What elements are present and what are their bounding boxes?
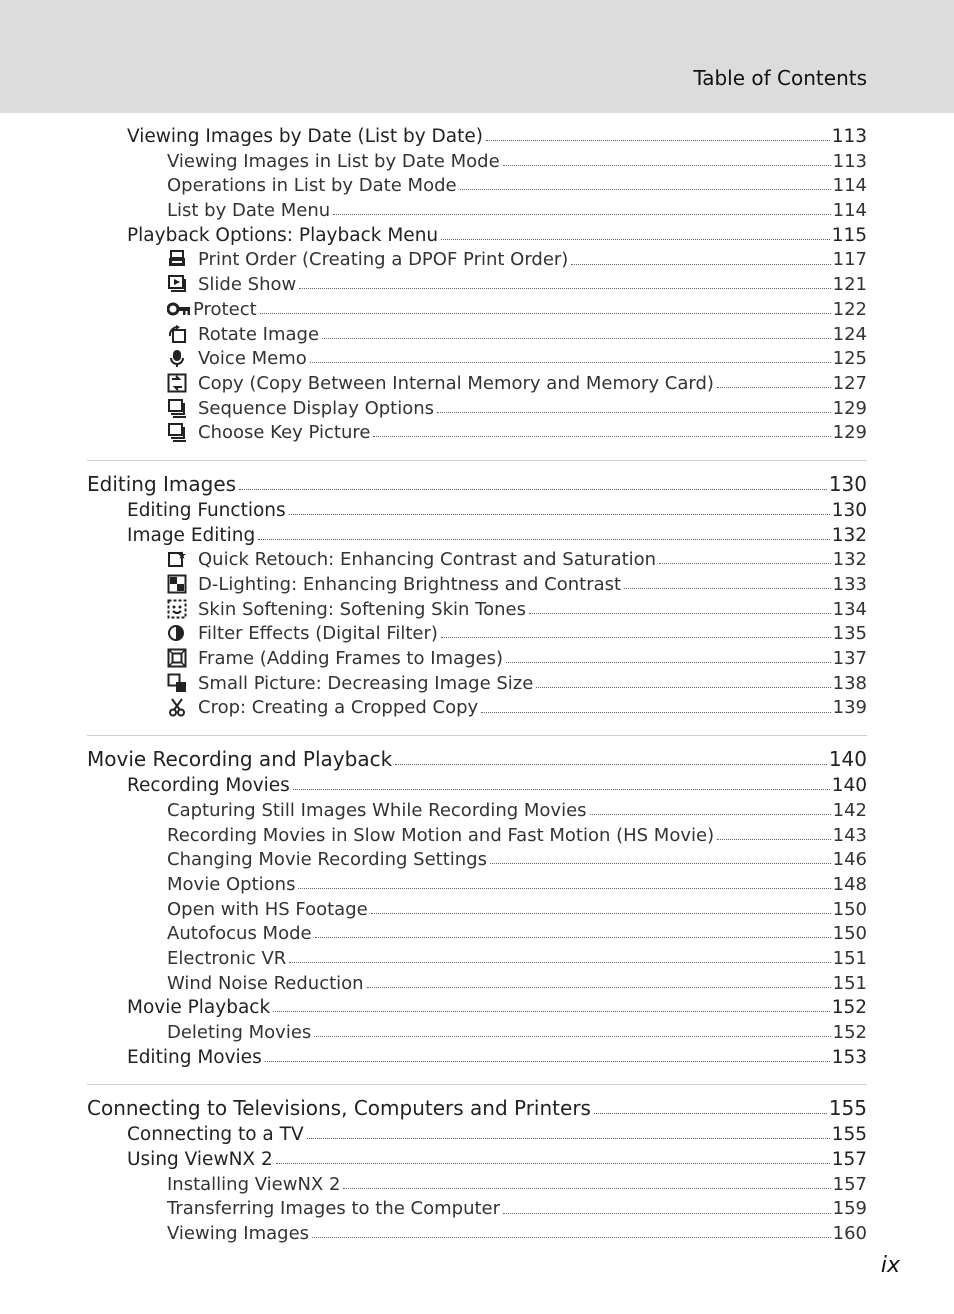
microphone-icon [167, 348, 187, 368]
toc-entry-label: Open with HS Footage [167, 898, 368, 920]
toc-entry-label: Installing ViewNX 2 [167, 1173, 341, 1195]
dot-leader [590, 804, 831, 815]
toc-entry-voice-memo[interactable] [87, 347, 867, 372]
page-header-title: Table of Contents [693, 66, 867, 90]
toc-entry-page: 130 [828, 471, 867, 496]
toc-entry-label: Connecting to Televisions, Computers and Printers [87, 1096, 591, 1121]
dot-leader [395, 753, 827, 765]
toc-entry-page: 152 [832, 1022, 867, 1043]
dot-leader [314, 1026, 830, 1037]
toc-entry-movie-playback[interactable] [87, 996, 867, 1021]
small-picture-icon [167, 673, 187, 693]
toc-entry-page: 152 [831, 997, 867, 1019]
toc-entry-page: 135 [832, 623, 867, 645]
toc-entry-quick-retouch[interactable] [87, 548, 867, 573]
toc-entry-page: 155 [831, 1124, 867, 1146]
toc-entry-label-wrap [167, 298, 257, 323]
dot-leader [441, 229, 830, 240]
toc-entry-page: 160 [832, 1223, 867, 1245]
toc-entry-editing-functions[interactable] [87, 499, 867, 524]
toc-entry-page: 137 [832, 648, 867, 670]
dot-leader [260, 303, 831, 314]
toc-entry-page: 129 [832, 422, 867, 444]
toc-entry-page: 148 [832, 873, 867, 895]
toc-entry-operations-in-list-by-date-mode[interactable] [87, 174, 867, 199]
toc-entry-label: Sequence Display Options [198, 397, 435, 419]
frame-icon [167, 648, 187, 668]
toc-entry-print-order[interactable] [87, 248, 867, 273]
toc-entry-page: 132 [832, 549, 867, 571]
toc-entry-page: 124 [832, 323, 867, 345]
toc-entry-page: 113 [831, 126, 867, 147]
toc-entry-page: 138 [832, 672, 867, 694]
dot-leader [312, 1227, 831, 1238]
toc-entry-page: 140 [831, 775, 867, 797]
toc-entry-label-wrap [167, 573, 621, 598]
toc-entry-label: Transferring Images to the Computer [167, 1198, 501, 1220]
toc-entry-page: 143 [832, 824, 867, 846]
dot-leader [315, 927, 831, 938]
toc-entry-label: Editing Images [87, 471, 237, 496]
dot-leader [503, 1203, 831, 1214]
dot-leader [594, 1102, 827, 1114]
toc-entry-label: Filter Effects (Digital Filter) [198, 623, 438, 645]
section-divider [87, 735, 867, 736]
dot-leader [343, 1178, 830, 1189]
toc-entry-label-wrap [167, 323, 319, 348]
toc-entry-crop[interactable] [87, 696, 867, 721]
dot-leader [460, 180, 831, 191]
toc-entry-capturing-still-images[interactable] [87, 799, 867, 824]
toc-entry-label-wrap [167, 397, 434, 422]
dot-leader [437, 402, 831, 413]
toc-entry-small-picture[interactable] [87, 672, 867, 697]
dot-leader [276, 1153, 830, 1164]
toc-entry-label-wrap [167, 548, 656, 573]
toc-entry-label-wrap [167, 672, 533, 697]
dot-leader [490, 853, 831, 864]
toc-entry-page: 140 [828, 747, 867, 772]
section-divider [87, 1084, 867, 1085]
toc-entry-page: 114 [832, 175, 867, 197]
dot-leader [289, 504, 830, 515]
dot-leader [310, 352, 831, 363]
toc-entry-label: Editing Functions [127, 499, 286, 521]
toc-entry-label-wrap [167, 421, 370, 446]
toc-entry-label: Playback Options: Playback Menu [127, 224, 439, 246]
toc-entry-label: Recording Movies in Slow Motion and Fast Motion (HS Movie) [167, 824, 715, 846]
dot-leader [571, 254, 830, 265]
filter-effects-icon [167, 623, 187, 643]
dot-leader [273, 1001, 830, 1012]
toc-entry-viewing-images[interactable] [87, 1222, 867, 1247]
toc-entry-label: Skin Softening: Softening Skin Tones [198, 598, 526, 620]
toc-entry-label-wrap [167, 622, 438, 647]
toc-entry-page: 139 [832, 697, 867, 719]
toc-entry-editing-movies[interactable] [87, 1046, 867, 1071]
toc-entry-label-wrap [167, 273, 296, 298]
toc-entry-label-wrap [167, 372, 714, 397]
toc-entry-label: Movie Playback [127, 997, 271, 1019]
toc-entry-label: Protect [193, 298, 257, 320]
toc-entry-connecting-to-a-tv[interactable] [87, 1123, 867, 1148]
toc-entry-filter-effects[interactable] [87, 622, 867, 647]
toc-chapter-editing-images[interactable] [87, 469, 867, 499]
dot-leader [293, 779, 830, 790]
toc-entry-label: Slide Show [198, 274, 297, 296]
dot-leader [307, 1128, 830, 1139]
toc-entry-page: 157 [831, 1149, 867, 1171]
toc-entry-installing-viewnx2[interactable] [87, 1173, 867, 1198]
toc-entry-choose-key-picture[interactable] [87, 421, 867, 446]
dot-leader [373, 426, 830, 437]
toc-entry-page: 153 [831, 1046, 867, 1068]
protect-key-icon [167, 299, 191, 319]
d-lighting-icon [167, 574, 187, 594]
toc-entry-page: 129 [832, 397, 867, 419]
toc-entry-label: Editing Movies [127, 1046, 262, 1068]
slide-show-icon [167, 274, 187, 294]
toc-entry-page: 115 [831, 224, 867, 246]
printer-icon [167, 249, 187, 269]
toc-entry-page: 132 [831, 524, 867, 546]
toc-entry-page: 157 [832, 1173, 867, 1195]
toc-entry-page: 122 [832, 298, 867, 320]
toc-chapter-movie-recording-and-playback[interactable] [87, 744, 867, 774]
toc-entry-label: Deleting Movies [167, 1022, 312, 1043]
toc-entry-electronic-vr[interactable] [87, 947, 867, 972]
dot-leader [481, 702, 830, 713]
skin-softening-icon [167, 599, 187, 619]
dot-leader [299, 278, 830, 289]
dot-leader [265, 1051, 830, 1062]
dot-leader [486, 130, 830, 141]
toc-entry-label-wrap [167, 696, 478, 721]
toc-entry-label: Voice Memo [198, 348, 307, 370]
toc-entry-label: Recording Movies [127, 775, 290, 797]
toc-entry-label: Changing Movie Recording Settings [167, 849, 487, 871]
dot-leader [503, 155, 831, 166]
dot-leader [624, 578, 831, 589]
section-divider [87, 460, 867, 461]
dot-leader [506, 652, 831, 663]
toc-entry-transferring-images[interactable] [87, 1197, 867, 1222]
toc-entry-viewing-images-by-date[interactable] [87, 125, 867, 150]
toc-entry-page: 117 [832, 249, 867, 271]
toc-entry-playback-options[interactable] [87, 224, 867, 249]
dot-leader [333, 204, 830, 215]
toc-entry-page: 150 [832, 898, 867, 920]
sequence-icon [167, 422, 187, 442]
sequence-icon [167, 398, 187, 418]
toc-entry-page: 151 [832, 947, 867, 969]
dot-leader [659, 554, 831, 565]
toc-entry-label: D-Lighting: Enhancing Brightness and Contrast [198, 574, 622, 595]
toc-entry-page: 125 [832, 348, 867, 370]
toc-entry-label: Crop: Creating a Cropped Copy [198, 697, 479, 719]
rotate-image-icon [167, 324, 187, 344]
dot-leader [441, 628, 831, 639]
toc-entry-label: Small Picture: Decreasing Image Size [198, 672, 534, 694]
toc-entry-sequence-display-options[interactable] [87, 397, 867, 422]
toc-entry-label: Capturing Still Images While Recording Movies [167, 799, 587, 821]
dot-leader [717, 377, 831, 388]
toc-entry-label: Viewing Images [167, 1223, 310, 1245]
toc-entry-page: 130 [831, 499, 867, 521]
toc-entry-page: 142 [832, 799, 867, 821]
toc-entry-label: Electronic VR [167, 947, 287, 969]
toc-entry-label-wrap [167, 598, 526, 623]
toc-entry-label: Using ViewNX 2 [127, 1149, 273, 1171]
toc-entry-recording-movies[interactable] [87, 774, 867, 799]
toc-entry-page: 127 [832, 372, 867, 394]
toc-entry-page: 113 [832, 150, 867, 172]
toc-entry-label-wrap [167, 347, 307, 372]
toc-entry-page: 114 [832, 200, 867, 222]
toc-entry-label: Choose Key Picture [198, 422, 371, 444]
toc-entry-label: Viewing Images by Date (List by Date) [127, 126, 483, 147]
dot-leader [717, 829, 831, 840]
toc-entry-page: 150 [832, 923, 867, 945]
table-of-contents [87, 125, 867, 1247]
toc-entry-wind-noise-reduction[interactable] [87, 972, 867, 997]
toc-entry-label: Connecting to a TV [127, 1124, 304, 1146]
toc-entry-label: Movie Recording and Playback [87, 747, 393, 772]
toc-chapter-connecting[interactable] [87, 1093, 867, 1123]
toc-entry-label: List by Date Menu [167, 200, 331, 222]
toc-entry-skin-softening[interactable] [87, 598, 867, 623]
toc-entry-label: Quick Retouch: Enhancing Contrast and Saturation [198, 549, 657, 571]
toc-entry-label: Wind Noise Reduction [167, 972, 364, 994]
toc-entry-frame[interactable] [87, 647, 867, 672]
toc-entry-slide-show[interactable] [87, 273, 867, 298]
page-number: ix [880, 1253, 900, 1278]
toc-entry-autofocus-mode[interactable] [87, 922, 867, 947]
toc-entry-label: Viewing Images in List by Date Mode [167, 150, 500, 172]
toc-entry-label: Movie Options [167, 873, 296, 895]
toc-entry-hs-movie[interactable] [87, 824, 867, 849]
toc-entry-label-wrap [167, 248, 568, 273]
toc-entry-label: Autofocus Mode [167, 923, 312, 945]
toc-entry-label: Print Order (Creating a DPOF Print Order) [198, 249, 569, 271]
dot-leader [371, 903, 831, 914]
toc-entry-label: Frame (Adding Frames to Images) [198, 648, 503, 670]
toc-entry-label-wrap [167, 647, 503, 672]
quick-retouch-icon [167, 549, 187, 569]
toc-entry-label: Copy (Copy Between Internal Memory and Memory Card) [198, 372, 714, 394]
dot-leader [289, 952, 830, 963]
toc-entry-d-lighting[interactable] [87, 573, 867, 598]
crop-scissors-icon [167, 697, 187, 717]
copy-icon [167, 373, 187, 393]
toc-entry-protect[interactable] [87, 298, 867, 323]
toc-entry-page: 155 [828, 1096, 867, 1121]
toc-entry-viewing-images-in-list-by-date-mode[interactable] [87, 150, 867, 175]
toc-entry-label: Operations in List by Date Mode [167, 175, 457, 197]
toc-entry-changing-movie-settings[interactable] [87, 848, 867, 873]
toc-entry-list-by-date-menu[interactable] [87, 199, 867, 224]
toc-entry-image-editing[interactable] [87, 524, 867, 549]
toc-entry-label: Rotate Image [198, 323, 320, 345]
toc-entry-label: Image Editing [127, 524, 256, 546]
header-band [0, 0, 954, 113]
dot-leader [367, 977, 831, 988]
dot-leader [536, 677, 830, 688]
dot-leader [298, 878, 830, 889]
toc-entry-page: 159 [832, 1198, 867, 1220]
toc-entry-deleting-movies[interactable] [87, 1021, 867, 1046]
toc-entry-page: 133 [832, 574, 867, 595]
toc-entry-page: 146 [832, 849, 867, 871]
toc-entry-open-with-hs-footage[interactable] [87, 898, 867, 923]
toc-entry-rotate-image[interactable] [87, 323, 867, 348]
dot-leader [322, 328, 831, 339]
dot-leader [239, 478, 827, 490]
toc-entry-page: 121 [832, 274, 867, 296]
toc-entry-copy[interactable] [87, 372, 867, 397]
dot-leader [258, 529, 829, 540]
toc-entry-page: 151 [832, 972, 867, 994]
toc-entry-using-viewnx2[interactable] [87, 1148, 867, 1173]
dot-leader [529, 603, 831, 614]
toc-entry-movie-options[interactable] [87, 873, 867, 898]
toc-entry-page: 134 [832, 598, 867, 620]
